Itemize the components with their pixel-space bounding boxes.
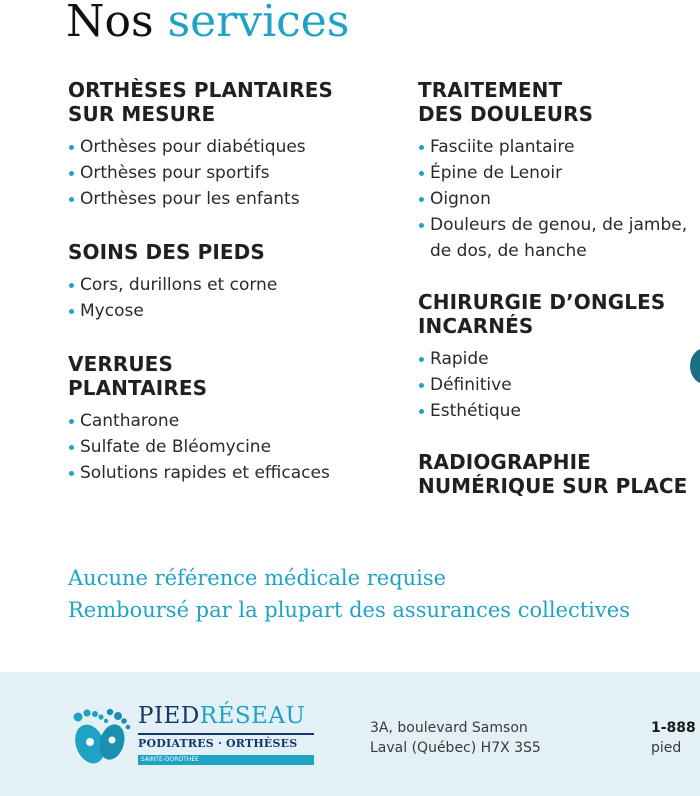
list-item: Esthétique [418,398,700,424]
section-heading [68,78,398,126]
section-foot-care [68,240,398,324]
section-heading [68,352,398,400]
tagline-line-2: Remboursé par la plupart des assurances collectives [68,598,630,622]
tagline-line-1: Aucune référence médicale requise [68,566,447,590]
services-column-left [68,78,398,486]
tagline [68,562,700,626]
heading-line: VERRUES [68,352,173,376]
service-list [68,134,398,212]
brand-logo [66,700,316,770]
heading-line: SUR MESURE [68,102,216,126]
services-column-right [418,78,700,498]
service-list [68,272,398,324]
section-custom-orthotics [68,78,398,212]
list-item: Rapide [418,346,700,372]
heading-line: SOINS DES PIEDS [68,240,265,264]
brand-name-part-1: PIED [138,703,200,729]
list-item: Sulfate de Bléomycine [68,434,398,460]
list-item: Mycose [68,298,398,324]
feet-logo-icon [66,702,134,770]
footer [0,672,700,796]
heading-line: DES DOULEURS [418,102,594,126]
contact-info [651,718,696,758]
website: pied [651,740,682,756]
address-line-2: Laval (Québec) H7X 3S5 [370,740,541,756]
section-heading [68,240,398,264]
list-item: Oignon [418,186,700,212]
heading-line: ORTHÈSES PLANTAIRES [68,78,333,102]
list-item: Solutions rapides et efficaces [68,460,398,486]
phone-number: 1-888 [651,720,696,736]
address-line-1: 3A, boulevard Samson [370,720,528,736]
list-item: Orthèses pour sportifs [68,160,398,186]
heading-line: TRAITEMENT [418,78,563,102]
title-part-1: Nos [66,0,154,47]
list-item: Orthèses pour les enfants [68,186,398,212]
brand-name-part-2: RÉSEAU [199,703,306,729]
section-ingrown-nail-surgery [418,290,700,424]
heading-line: CHIRURGIE D’ONGLES [418,290,666,314]
section-heading [418,78,700,126]
section-pain-treatment [418,78,700,264]
list-item: Fasciite plantaire [418,134,700,160]
list-item: Cors, durillons et corne [68,272,398,298]
heading-line: PLANTAIRES [68,376,208,400]
brand-subtitle: PODIATRES · ORTHÈSES [138,737,298,750]
list-item: Épine de Lenoir [418,160,700,186]
list-item: Définitive [418,372,700,398]
list-item: Cantharone [68,408,398,434]
service-list [418,346,700,424]
brand-divider [138,733,314,735]
list-item: Douleurs de genou, de jambe, de dos, de hanche [418,212,700,264]
page-title [66,0,349,50]
section-digital-radiography [418,450,700,498]
service-list [68,408,398,486]
heading-line: RADIOGRAPHIE [418,450,591,474]
list-item: Orthèses pour diabétiques [68,134,398,160]
title-part-2: services [167,0,350,47]
section-plantar-warts [68,352,398,486]
section-heading [418,450,700,498]
service-list [418,134,700,264]
section-heading [418,290,700,338]
heading-line: INCARNÉS [418,314,534,338]
heading-line: NUMÉRIQUE SUR PLACE [418,474,688,498]
brand-location: SAINTE-DOROTHÉE [138,755,314,765]
address [370,718,541,758]
brand-name [138,702,305,730]
